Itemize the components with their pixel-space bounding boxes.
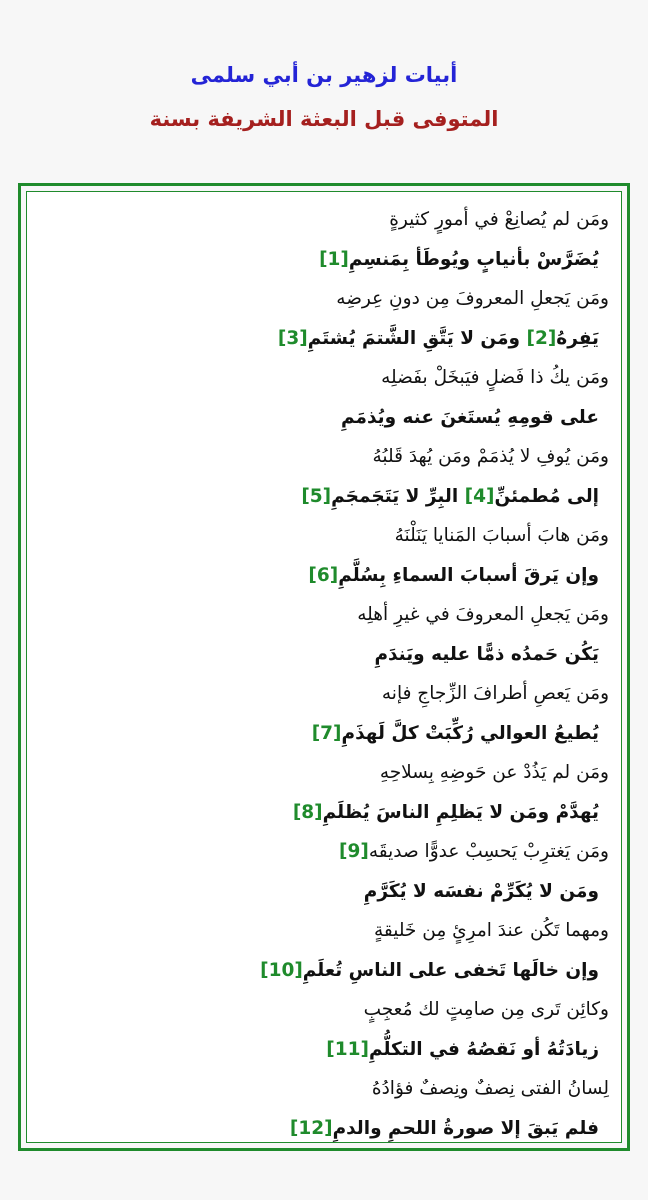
verse-text: ومَن لا يُكَرِّمْ نفسَه لا يُكَرَّمِ: [363, 880, 599, 902]
verse-line: [27, 1109, 621, 1149]
verse-line: [27, 832, 621, 872]
footnote-ref[interactable]: [6]: [308, 564, 339, 586]
verse-text-continued: ومَن لا يَتَّقِ الشَّتمَ يُشتَمِ: [307, 327, 527, 349]
verse-text: لِسانُ الفتى نِصفٌ ونِصفٌ فؤادُهُ: [371, 1078, 609, 1099]
verse-text-continued: البِرِّ لا يَتَجَمجَمِ: [331, 485, 465, 507]
footnote-ref[interactable]: [1]: [319, 248, 349, 270]
verse-text: ومَن يَجعلِ المعروفَ في غيرِ أهلِه: [357, 604, 609, 625]
verse-line: [27, 279, 621, 319]
verse-text: يَفِرهُ: [556, 327, 599, 349]
verse-text: ومَن يَغترِبْ يَحسِبْ عدوًّا صديقَه: [368, 841, 609, 862]
verse-text: يُطيعُ العوالي رُكِّبَتْ كلَّ لَهذَمِ: [341, 722, 599, 744]
verse-text: إلى مُطمئنِّ: [494, 485, 599, 507]
footnote-ref[interactable]: [2]: [526, 327, 557, 349]
verse-line: [27, 200, 621, 240]
verse-line: [27, 1069, 621, 1109]
footnote-ref[interactable]: [8]: [292, 801, 323, 823]
verse-line: [27, 358, 621, 398]
verse-line: [27, 753, 621, 793]
verse-text: ومَن يُوفِ لا يُذمَمْ ومَن يُهدَ قَلبُهُ: [372, 446, 609, 467]
verse-line: [27, 595, 621, 635]
verse-text: وكائِن تَرى مِن صامِتٍ لك مُعجِبٍ: [363, 999, 609, 1020]
verse-text: فلم يَبقَ إلا صورةُ اللحمِ والدمِ: [332, 1117, 599, 1139]
footnote-ref[interactable]: [3]: [277, 327, 308, 349]
verse-line: [27, 556, 621, 596]
verse-text: يُهدَّمْ ومَن لا يَظلِمِ الناسَ يُظلَمِ: [322, 801, 599, 823]
verse-text: يُضَرَّسْ بأنيابٍ ويُوطَأ بِمَنسِمِ: [348, 248, 599, 270]
verse-line: [27, 714, 621, 754]
verse-line: [27, 990, 621, 1030]
verse-line: [27, 240, 621, 280]
footnote-ref[interactable]: [12]: [289, 1117, 333, 1139]
verse-text: زيادَتُهُ أو نَقصُهُ في التكلُّمِ: [368, 1038, 599, 1060]
verse-line: [27, 319, 621, 359]
verse-line: [27, 1030, 621, 1070]
verse-text: ومَن يَعصِ أطرافَ الزِّجاجِ فإنه: [381, 683, 609, 704]
footnote-ref[interactable]: [5]: [301, 485, 332, 507]
footnote-ref[interactable]: [10]: [260, 959, 303, 981]
verse-text: ومَن هابَ أسبابَ المَنايا يَنَلْنَهُ: [394, 525, 609, 546]
verse-line: [27, 635, 621, 675]
verse-text: على قومِهِ يُستَغنَ عنه ويُذمَمِ: [341, 406, 599, 428]
verse-text: وإن خالَها تَخفى على الناسِ تُعلَمِ: [302, 959, 599, 981]
verse-line: [27, 911, 621, 951]
footnote-ref[interactable]: [9]: [339, 841, 369, 862]
verse-line: [27, 674, 621, 714]
verse-line: [27, 437, 621, 477]
footnote-ref[interactable]: [11]: [326, 1038, 369, 1060]
verse-line: [27, 516, 621, 556]
verse-line: [27, 398, 621, 438]
verse-text: ومَن لم يَذُدْ عن حَوضِهِ بِسلاحِهِ: [379, 762, 609, 783]
verse-line: [27, 477, 621, 517]
verse-line: [27, 951, 621, 991]
verse-text: ومَن يَجعلِ المعروفَ مِن دونِ عِرضِه: [336, 288, 609, 309]
verse-list: [27, 200, 621, 1148]
verse-text: ومهما تَكُن عندَ امرِئٍ مِن خَليقةٍ: [373, 920, 609, 941]
verse-text: ومَن يكُ ذا فَضلٍ فيَبخَلْ بفَضلِه: [381, 367, 609, 388]
verse-line: [27, 872, 621, 912]
footnote-ref[interactable]: [7]: [311, 722, 342, 744]
poem-title: أبيات لزهير بن أبي سلمى: [190, 63, 458, 87]
verse-line: [27, 793, 621, 833]
verse-text: وإن يَرقَ أسبابَ السماءِ بِسُلَّمِ: [338, 564, 599, 586]
verse-text: يَكُن حَمدُه ذمًّا عليه ويَندَمِ: [374, 643, 599, 665]
poem-subtitle: المتوفى قبل البعثة الشريفة بسنة: [149, 107, 499, 131]
footnote-ref[interactable]: [4]: [464, 485, 495, 507]
poem-frame: [18, 183, 630, 1151]
poem-frame-inner: [26, 191, 622, 1143]
verse-text: ومَن لم يُصانِعْ في أمورٍ كثيرةٍ: [389, 209, 609, 230]
